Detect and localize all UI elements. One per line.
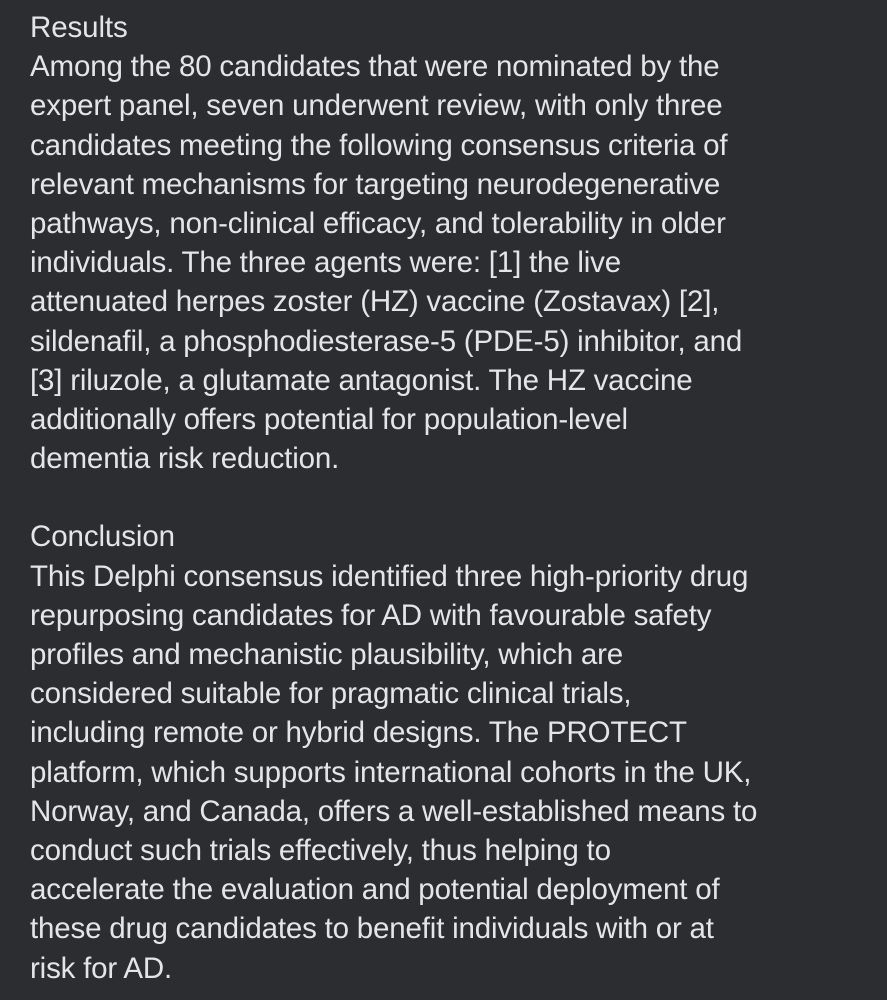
conclusion-body	[30, 557, 870, 988]
text-line: attenuated herpes zoster (HZ) vaccine (Zostavax) [2],	[30, 285, 720, 319]
text-line: these drug candidates to benefit individuals with or at	[30, 912, 714, 946]
text-line: sildenafil, a phosphodiesterase-5 (PDE-5) inhibitor, and	[30, 324, 743, 358]
text-line: risk for AD.	[30, 951, 173, 985]
text-line: including remote or hybrid designs. The PROTECT	[30, 716, 687, 750]
text-line: accelerate the evaluation and potential deployment of	[30, 873, 720, 907]
text-line: dementia risk reduction.	[30, 442, 340, 476]
text-line: [3] riluzole, a glutamate antagonist. The HZ vaccine	[30, 363, 693, 397]
text-line: considered suitable for pragmatic clinical trials,	[30, 677, 632, 711]
text-line: profiles and mechanistic plausibility, which are	[30, 638, 624, 672]
text-line: This Delphi consensus identified three high-priority drug	[30, 559, 749, 593]
text-line: relevant mechanisms for targeting neurodegenerative	[30, 167, 721, 201]
results-body	[30, 47, 870, 478]
results-section	[30, 8, 870, 478]
results-heading: Results	[30, 11, 128, 44]
text-line: expert panel, seven underwent review, with only three	[30, 89, 723, 123]
conclusion-heading: Conclusion	[30, 520, 175, 554]
conclusion-section	[30, 517, 870, 987]
text-line: repurposing candidates for AD with favourable safety	[30, 598, 712, 632]
text-line: conduct such trials effectively, thus helping to	[30, 834, 611, 868]
text-line: additionally offers potential for population-level	[30, 403, 628, 437]
text-line: pathways, non-clinical efficacy, and tolerability in older	[30, 207, 726, 241]
text-line: platform, which supports international cohorts in the UK,	[30, 755, 752, 789]
text-line: candidates meeting the following consensus criteria of	[30, 128, 728, 162]
text-line: Norway, and Canada, offers a well-established means to	[30, 794, 758, 828]
text-line: Among the 80 candidates that were nominated by the	[30, 50, 720, 84]
text-line: individuals. The three agents were: [1] the live	[30, 246, 622, 280]
